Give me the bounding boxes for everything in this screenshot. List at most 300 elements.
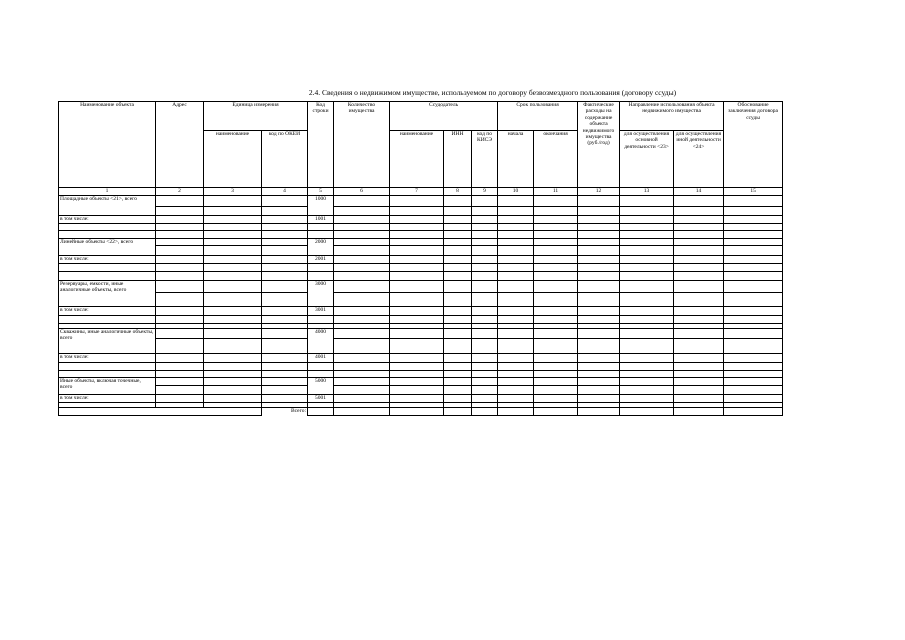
table-cell [498,395,534,403]
table-row [59,316,783,324]
table-cell [674,216,724,224]
table-cell [262,307,308,316]
table-cell [620,256,674,264]
header-unit-code: код по ОКЕИ [262,131,308,188]
table-cell [578,196,620,207]
table-cell [620,207,674,216]
table-cell [156,395,204,403]
table-cell [444,256,472,264]
table-cell [620,386,674,395]
table-cell [156,224,204,231]
table-cell [472,239,498,246]
table-cell [156,378,204,386]
table-cell [262,272,308,281]
table-cell [724,224,783,231]
table-cell [674,363,724,371]
table-cell [390,329,444,339]
table-cell [724,307,783,316]
column-number: 5 [308,188,334,196]
header-lender-kisz: код по КИСЭ [472,131,498,188]
table-cell [472,378,498,386]
table-cell [620,354,674,363]
table-cell [444,231,472,239]
table-cell [472,408,498,416]
table-cell [534,216,578,224]
line-code: 3000 [308,281,334,307]
table-cell [334,293,390,307]
table-cell [262,329,308,339]
table-cell [156,329,204,339]
table-cell [334,371,390,378]
table-cell [334,239,390,246]
table-cell [472,307,498,316]
table-cell [156,386,204,395]
table-cell [724,408,783,416]
line-code: 5000 [308,378,334,395]
table-cell [262,293,308,307]
table-cell [724,371,783,378]
table-cell [674,264,724,272]
table-row [59,281,783,293]
table-cell [578,408,620,416]
table-cell [204,395,262,403]
table-cell [724,246,783,256]
table-cell [674,224,724,231]
table-cell [156,256,204,264]
table-cell [59,224,156,231]
table-cell [204,196,262,207]
table-cell [578,354,620,363]
column-number: 12 [578,188,620,196]
table-cell [334,216,390,224]
table-cell [390,256,444,264]
table-cell [534,354,578,363]
table-cell [308,408,334,416]
header-direction-main: для осуществления основной деятельности <23> [620,131,674,188]
table-cell [156,363,204,371]
table-cell [59,371,156,378]
header-lender: Ссудодатель [390,102,498,131]
table-cell [204,339,262,354]
table-cell [390,395,444,403]
table-cell [390,239,444,246]
table-row [59,307,783,316]
table-cell [334,281,390,293]
header-term-start: начала [498,131,534,188]
table-cell [308,224,334,231]
table-cell [390,378,444,386]
table-cell [59,272,156,281]
table-cell [620,246,674,256]
column-number: 11 [534,188,578,196]
column-number: 1 [59,188,156,196]
section-label: Резервуары, емкости, иные аналогичные объекты, всего [59,281,156,307]
table-cell [262,216,308,224]
table-cell [578,272,620,281]
table-cell [472,339,498,354]
table-cell [204,378,262,386]
subsection-label: в том числе: [59,395,156,403]
table-cell [578,395,620,403]
table-cell [620,316,674,324]
table-cell [534,408,578,416]
table-cell [578,316,620,324]
table-cell [620,408,674,416]
table-cell [620,264,674,272]
table-cell [204,316,262,324]
table-cell [534,264,578,272]
table-cell [390,272,444,281]
section-label: Скважины, иные аналогичные объекты, всего [59,329,156,354]
table-cell [308,371,334,378]
table-cell [156,264,204,272]
table-cell [620,281,674,293]
column-numbers-row [59,188,783,196]
table-cell [444,264,472,272]
table-cell [534,386,578,395]
table-cell [204,256,262,264]
table-cell [59,231,156,239]
table-cell [444,224,472,231]
table-cell [724,354,783,363]
header-address: Адрес [156,102,204,188]
table-row [59,378,783,386]
table-cell [534,256,578,264]
table-cell [262,371,308,378]
table-row [59,224,783,231]
column-number: 4 [262,188,308,196]
table-cell [578,246,620,256]
table-row [59,371,783,378]
table-cell [534,329,578,339]
table-cell [724,281,783,293]
table-cell [390,293,444,307]
table-cell [674,196,724,207]
table-cell [578,264,620,272]
table-cell [390,207,444,216]
table-cell [724,339,783,354]
column-number: 14 [674,188,724,196]
table-cell [204,281,262,293]
table-cell [334,329,390,339]
table-row [59,395,783,403]
table-cell [724,272,783,281]
table-cell [156,207,204,216]
table-cell [724,264,783,272]
table-cell [204,386,262,395]
table-cell [724,196,783,207]
table-cell [674,354,724,363]
table-cell [262,386,308,395]
table-cell [390,386,444,395]
table-cell [472,207,498,216]
section-label: Иные объекты, включая точечные, всего [59,378,156,395]
header-term: Срок пользования [498,102,578,131]
table-cell [674,408,724,416]
table-cell [334,363,390,371]
table-cell [390,354,444,363]
table-row [59,329,783,339]
table-cell [444,354,472,363]
table-cell [390,307,444,316]
section-label: Линейные объекты <22>, всего [59,239,156,256]
header-lender-inn: ИНН [444,131,472,188]
table-cell [204,307,262,316]
header-quantity: Количество имущества [334,102,390,188]
table-cell [444,386,472,395]
table-cell [724,231,783,239]
table-cell [156,354,204,363]
table-cell [674,371,724,378]
table-cell [262,231,308,239]
table-cell [308,272,334,281]
table-cell [674,329,724,339]
table-cell [472,256,498,264]
column-number: 10 [498,188,534,196]
table-cell [156,307,204,316]
table-cell [578,216,620,224]
table-row [59,216,783,224]
table-cell [472,272,498,281]
table-cell [204,363,262,371]
table-cell [204,224,262,231]
table-cell [724,256,783,264]
table-cell [578,307,620,316]
table-cell [534,363,578,371]
table-cell [724,207,783,216]
table-cell [334,256,390,264]
table-cell [472,329,498,339]
table-row [59,207,783,216]
table-cell [724,329,783,339]
table-cell [444,329,472,339]
subsection-label: в том числе: [59,216,156,224]
table-cell [334,408,390,416]
column-number: 6 [334,188,390,196]
table-cell [674,239,724,246]
table-cell [674,207,724,216]
table-cell [674,386,724,395]
header-row-1 [59,102,783,131]
table-cell [578,363,620,371]
header-name: Наименование объекта [59,102,156,188]
table-cell [578,207,620,216]
page-title: 2.4. Сведения о недвижимом имуществе, используемом по договору безвозмездного пользования (договору ссуды) [308,88,677,97]
table-cell [390,363,444,371]
table-cell [724,395,783,403]
table-cell [674,339,724,354]
table-cell [444,239,472,246]
table-cell [444,216,472,224]
table-cell [578,386,620,395]
table-cell [674,307,724,316]
table-cell [498,329,534,339]
table-cell [308,231,334,239]
table-cell [498,231,534,239]
table-cell [444,307,472,316]
table-cell [262,316,308,324]
table-cell [534,281,578,293]
table-cell [204,231,262,239]
table-row [59,272,783,281]
table-cell [620,329,674,339]
table-cell [204,207,262,216]
table-cell [498,354,534,363]
table-cell [498,386,534,395]
table-cell [498,408,534,416]
table-cell [444,339,472,354]
table-cell [534,293,578,307]
table-cell [156,293,204,307]
table-cell [534,239,578,246]
table-cell [472,281,498,293]
table-cell [334,264,390,272]
table-cell [620,224,674,231]
table-cell [390,246,444,256]
table-cell [472,224,498,231]
table-cell [308,264,334,272]
table-cell [204,264,262,272]
table-cell [724,239,783,246]
table-cell [674,293,724,307]
table-cell [59,363,156,371]
line-code: 2000 [308,239,334,256]
column-number: 8 [444,188,472,196]
table-cell [578,329,620,339]
table-cell [444,293,472,307]
table-cell [472,371,498,378]
subsection-label: в том числе: [59,354,156,363]
table-cell [534,246,578,256]
header-term-end: окончания [534,131,578,188]
table-cell [390,196,444,207]
table-row [59,246,783,256]
table-cell [674,316,724,324]
table-cell [534,307,578,316]
column-number: 2 [156,188,204,196]
line-code: 2001 [308,256,334,264]
table-cell [472,246,498,256]
table-cell [620,272,674,281]
table-cell [534,207,578,216]
table-cell [262,281,308,293]
table-cell [578,281,620,293]
table-cell [390,339,444,354]
table-cell [620,239,674,246]
table-cell [334,307,390,316]
table-cell [444,395,472,403]
table-cell [156,281,204,293]
table-row [59,339,783,354]
table-cell [390,231,444,239]
line-code: 3001 [308,307,334,316]
table-cell [334,339,390,354]
table-cell [262,354,308,363]
table-cell [472,216,498,224]
table-cell [498,207,534,216]
table-cell [620,216,674,224]
total-spacer [59,408,262,416]
table-cell [262,196,308,207]
section-label: Площадные объекты <21>, всего [59,196,156,216]
table-cell [390,281,444,293]
table-cell [578,371,620,378]
table-cell [724,363,783,371]
table-cell [498,339,534,354]
table-cell [59,264,156,272]
table-cell [204,246,262,256]
table-cell [334,224,390,231]
table-cell [498,256,534,264]
property-table [58,101,783,416]
table-cell [204,272,262,281]
table-cell [534,395,578,403]
table-cell [262,378,308,386]
table-row [59,293,783,307]
table-row [59,239,783,246]
table-cell [156,246,204,256]
table-cell [674,231,724,239]
table-cell [334,272,390,281]
table-cell [262,207,308,216]
table-cell [724,386,783,395]
table-cell [724,293,783,307]
table-cell [204,293,262,307]
column-number: 15 [724,188,783,196]
table-cell [472,196,498,207]
table-cell [498,272,534,281]
table-cell [334,231,390,239]
table-cell [578,339,620,354]
table-cell [472,363,498,371]
table-cell [724,316,783,324]
header-unit-name: наименование [204,131,262,188]
table-cell [472,395,498,403]
table-cell [534,231,578,239]
column-number: 13 [620,188,674,196]
table-cell [204,239,262,246]
table-cell [156,339,204,354]
table-cell [334,207,390,216]
table-cell [498,196,534,207]
table-cell [578,224,620,231]
table-cell [262,363,308,371]
table-cell [390,264,444,272]
table-cell [262,239,308,246]
table-cell [498,264,534,272]
table-cell [534,371,578,378]
table-cell [262,339,308,354]
table-cell [334,386,390,395]
subsection-label: в том числе: [59,256,156,264]
table-row [59,386,783,395]
table-cell [578,378,620,386]
line-code: 1001 [308,216,334,224]
table-cell [534,339,578,354]
total-label: Всего: [262,408,308,416]
table-cell [498,281,534,293]
table-cell [390,224,444,231]
table-cell [534,272,578,281]
table-cell [262,256,308,264]
table-cell [444,272,472,281]
line-code: 1000 [308,196,334,216]
table-cell [498,224,534,231]
line-code: 4001 [308,354,334,363]
header-expenses: Фактические расходы на содержание объекта недвижимого имущества (руб./год) [578,102,620,188]
header-justification: Обоснование заключения договора ссуды [724,102,783,188]
table-cell [156,231,204,239]
